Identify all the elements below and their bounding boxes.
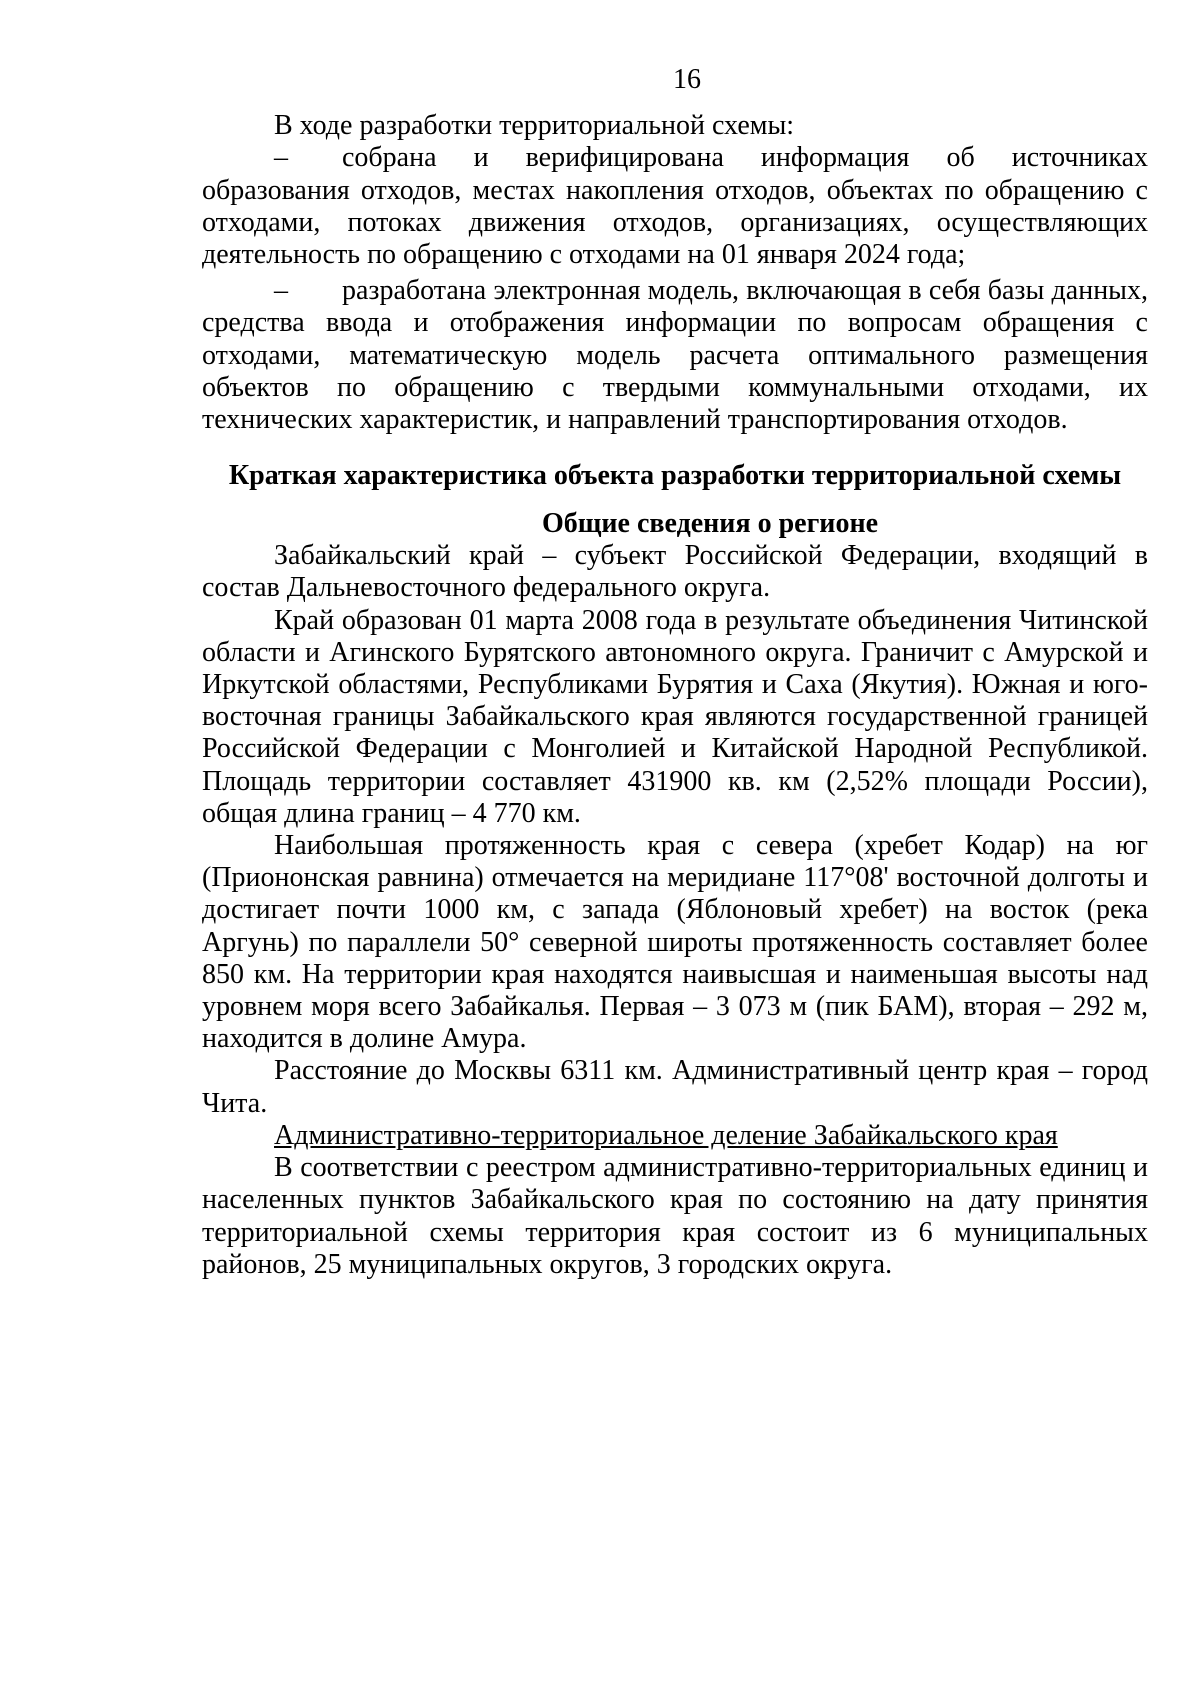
list-item-text: собрана и верифицирована информация об источниках образования отходов, местах накопления отходов, объектах по обращению с отходами, потоках движения отходов, организациях, осуществляющих деятельность по обращению с отходами на 01 января 2024 года; — [202, 142, 1148, 271]
admin-paragraph: В соответствии с реестром административно-территориальных единиц и населенных пунктов Забайкальского края по состоянию на дату принятия территориальной схемы территория края состоит из 6 муниципальных районов, 25 муниципальных округов, 3 городских округа. — [202, 1152, 1148, 1280]
body-paragraph: Забайкальский край – субъект Российской Федерации, входящий в состав Дальневосточного федерального округа. — [202, 540, 1148, 604]
list-marker: – — [274, 142, 288, 174]
list-item — [202, 142, 1148, 271]
list-item — [202, 275, 1148, 436]
document-page — [202, 64, 1148, 1281]
body-paragraph: Наибольшая протяженность края с севера (хребет Кодар) на юг (Приононская равнина) отмечается на меридиане 117°08' восточной долготы и достигает почти 1000 км, с запада (Яблоновый хребет) на восток (река Аргунь) по параллели 50° северной широты протяженность составляет более 850 км. На территории края находятся наивысшая и наименьшая высоты над уровнем моря всего Забайкалья. Первая – 3 073 м (пик БАМ), вторая – 292 м, находится в долине Амура. — [202, 830, 1148, 1055]
section-heading: Краткая характеристика объекта разработки территориальной схемы — [228, 460, 1122, 492]
intro-paragraph: В ходе разработки территориальной схемы: — [274, 110, 795, 142]
body-paragraph: Расстояние до Москвы 6311 км. Административный центр края – город Чита. — [202, 1055, 1148, 1119]
list-item-text: разработана электронная модель, включающая в себя базы данных, средства ввода и отображения информации по вопросам обращения с отходами, математическую модель расчета оптимального размещения объектов по обращению с твердыми коммунальными отходами, их технических характеристик, и направлений транспортирования отходов. — [202, 275, 1148, 436]
admin-heading: Административно-территориальное деление Забайкальского края — [274, 1119, 1058, 1151]
list-marker: – — [274, 275, 288, 307]
sub-heading: Общие сведения о регионе — [542, 508, 878, 540]
body-paragraph: Край образован 01 марта 2008 года в результате объединения Читинской области и Агинского Бурятского автономного округа. Граничит с Амурской и Иркутской областями, Республиками Бурятия и Саха (Якутия). Южная и юго-восточная границы Забайкальского края являются государственной границей Российской Федерации с Монголией и Китайской Народной Республикой. Площадь территории составляет 431900 кв. км (2,52% площади России), общая длина границ – 4 770 км. — [202, 604, 1148, 829]
page-number: 16 — [673, 64, 701, 95]
